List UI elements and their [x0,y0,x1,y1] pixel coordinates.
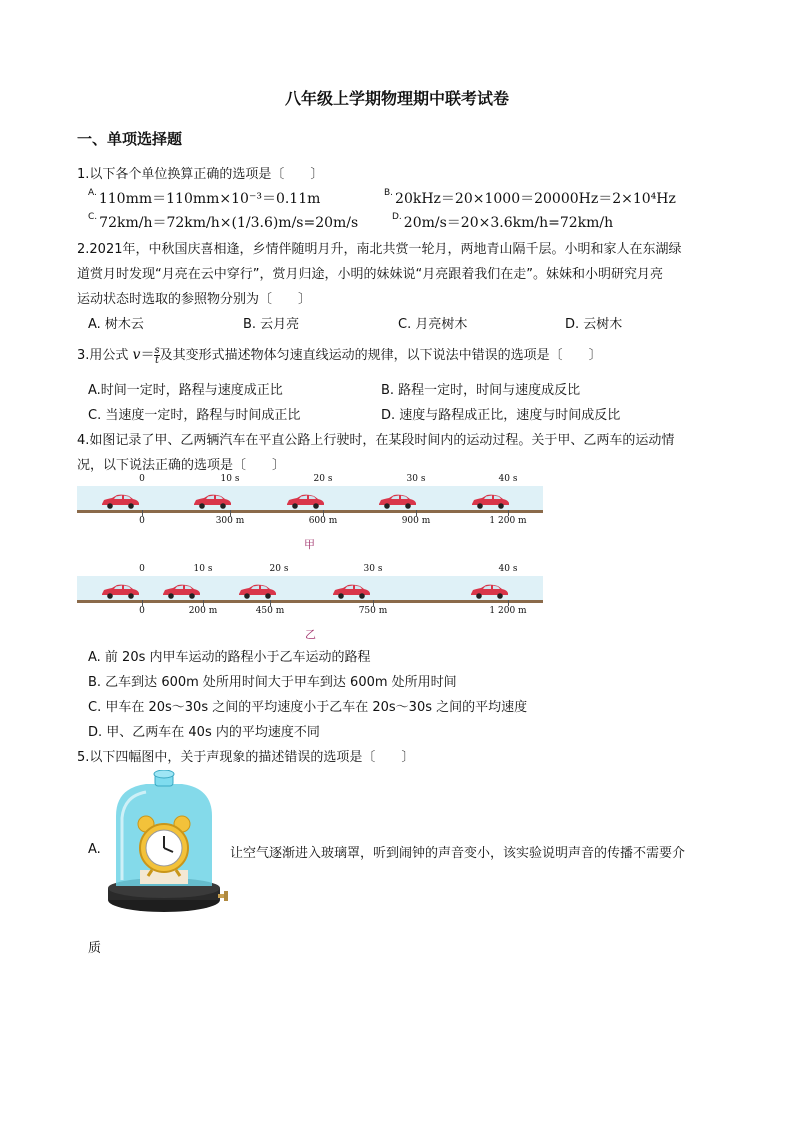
q1-option-c: $^{C.}$ 72km/h＝72km/h×(1/3.6)m/s=20m/s [88,212,359,231]
jia-car-icon [284,493,326,513]
q3-option-c: C. 当速度一定时，路程与时间成正比 [88,408,301,423]
jia-label: 甲 [304,538,315,551]
q4-option-c: C. 甲车在 20s～30s 之间的平均速度小于乙车在 20s～30s 之间的平均速度 [88,700,528,715]
question-2-line-1: 2.2021年，中秋国庆喜相逢，乡情伴随明月升，南北共赏一轮月，两地青山隔千层。小明和家人在东湖绿 [77,242,682,257]
yi-car-icon [99,583,141,603]
q4-option-a: A. 前 20s 内甲车运动的路程小于乙车运动的路程 [88,650,371,665]
q1-option-d-text: 20m/s＝20×3.6km/h=72km/h [403,215,614,231]
formula-denominator: t [155,355,160,366]
jia-time-label: 0 [139,474,145,484]
jia-car-icon [376,493,418,513]
yi-car-icon [330,583,372,603]
yi-time-label: 0 [139,564,145,574]
q1-option-d: $^{D.}$ 20m/s＝20×3.6km/h=72km/h [392,212,614,231]
yi-car-icon [236,583,278,603]
q1-option-c-text: 72km/h＝72km/h×(1/3.6)m/s=20m/s [99,215,359,231]
jia-time-label: 40 s [498,474,518,484]
formula-equals: ＝ [140,347,155,363]
jia-car-icon [191,493,233,513]
yi-time-label: 20 s [269,564,289,574]
q2-option-c: C. 月亮树木 [398,317,468,332]
jia-distance-label: 1 200 m [489,516,527,526]
jia-car-icon [99,493,141,513]
jia-distance-label: 300 m [215,516,245,526]
yi-car-icon [160,583,202,603]
page-title: 八年级上学期物理期中联考试卷 [284,89,509,108]
car-motion-figure [77,474,543,640]
yi-car-icon [468,583,510,603]
yi-distance-label: 0 [139,606,145,616]
bell-jar-alarm-clock-image [106,770,230,918]
jia-time-label: 10 s [220,474,240,484]
question-1-stem: 1.以下各个单位换算正确的选项是〔 〕 [77,167,324,182]
yi-tick [373,600,374,606]
question-4-line-2: 况，以下说法正确的选项是〔 〕 [77,458,286,473]
q2-option-d: D. 云树木 [565,317,623,332]
yi-tick [203,600,204,606]
jia-time-label: 20 s [313,474,333,484]
question-3-stem: 3.用公式 v＝ $\frac{s}{t}$ 及其变形式描述物体匀速直线运动的规律，以下说法中错误的选项是〔 〕 [77,345,602,366]
jia-tick [142,510,143,516]
yi-distance-label: 750 m [358,606,388,616]
q1-option-b-text: 20kHz＝20×1000＝20000Hz＝2×10⁴Hz [395,191,676,207]
section-heading: 一、单项选择题 [77,130,183,148]
yi-time-label: 30 s [363,564,383,574]
q2-option-a: A. 树木云 [88,317,144,332]
yi-time-label: 10 s [193,564,213,574]
yi-distance-label: 200 m [188,606,218,616]
q1-option-a: $^{A.}$ 110mm＝110mm×10⁻³＝0.11m [88,188,321,207]
question-2-line-2: 道赏月时发现“月亮在云中穿行”，赏月归途，小明的妹妹说“月亮跟着我们在走”。妹妹和小明研究月亮 [77,267,663,282]
q3-option-a: A.时间一定时，路程与速度成正比 [88,383,283,398]
jia-distance-label: 900 m [401,516,431,526]
yi-distance-label: 450 m [255,606,285,616]
question-4-line-1: 4.如图记录了甲、乙两辆汽车在平直公路上行驶时，在某段时间内的运动过程。关于甲、乙两车的运动情 [77,433,675,448]
jia-distance-label: 600 m [308,516,338,526]
q3-option-d: D. 速度与路程成正比，速度与时间成反比 [381,408,621,423]
q1-option-b: $^{B.}$ 20kHz＝20×1000＝20000Hz＝2×10⁴Hz [384,188,676,207]
yi-label: 乙 [305,628,316,641]
q1-option-a-text: 110mm＝110mm×10⁻³＝0.11m [98,191,321,207]
q5-option-a-text: 让空气逐渐进入玻璃罩，听到闹钟的声音变小，该实验说明声音的传播不需要介 [230,846,686,861]
q5-option-a-continuation: 质 [88,941,102,956]
yi-distance-label: 1 200 m [489,606,527,616]
yi-time-label: 40 s [498,564,518,574]
q4-option-b: B. 乙车到达 600m 处所用时间大于甲车到达 600m 处所用时间 [88,675,457,690]
jia-distance-label: 0 [139,516,145,526]
jia-time-label: 30 s [406,474,426,484]
yi-tick [142,600,143,606]
q2-option-b: B. 云月亮 [243,317,300,332]
formula-numerator: s [154,345,160,356]
jia-car-icon [469,493,511,513]
formula-v: v [132,347,141,363]
question-2-line-3: 运动状态时选取的参照物分别为〔 〕 [77,292,312,307]
q3-option-b: B. 路程一定时，时间与速度成反比 [381,383,581,398]
q4-option-d: D. 甲、乙两车在 40s 内的平均速度不同 [88,725,320,740]
question-5-stem: 5.以下四幅图中，关于声现象的描述错误的选项是〔 〕 [77,750,415,765]
q5-option-a-label: A. [88,842,101,857]
